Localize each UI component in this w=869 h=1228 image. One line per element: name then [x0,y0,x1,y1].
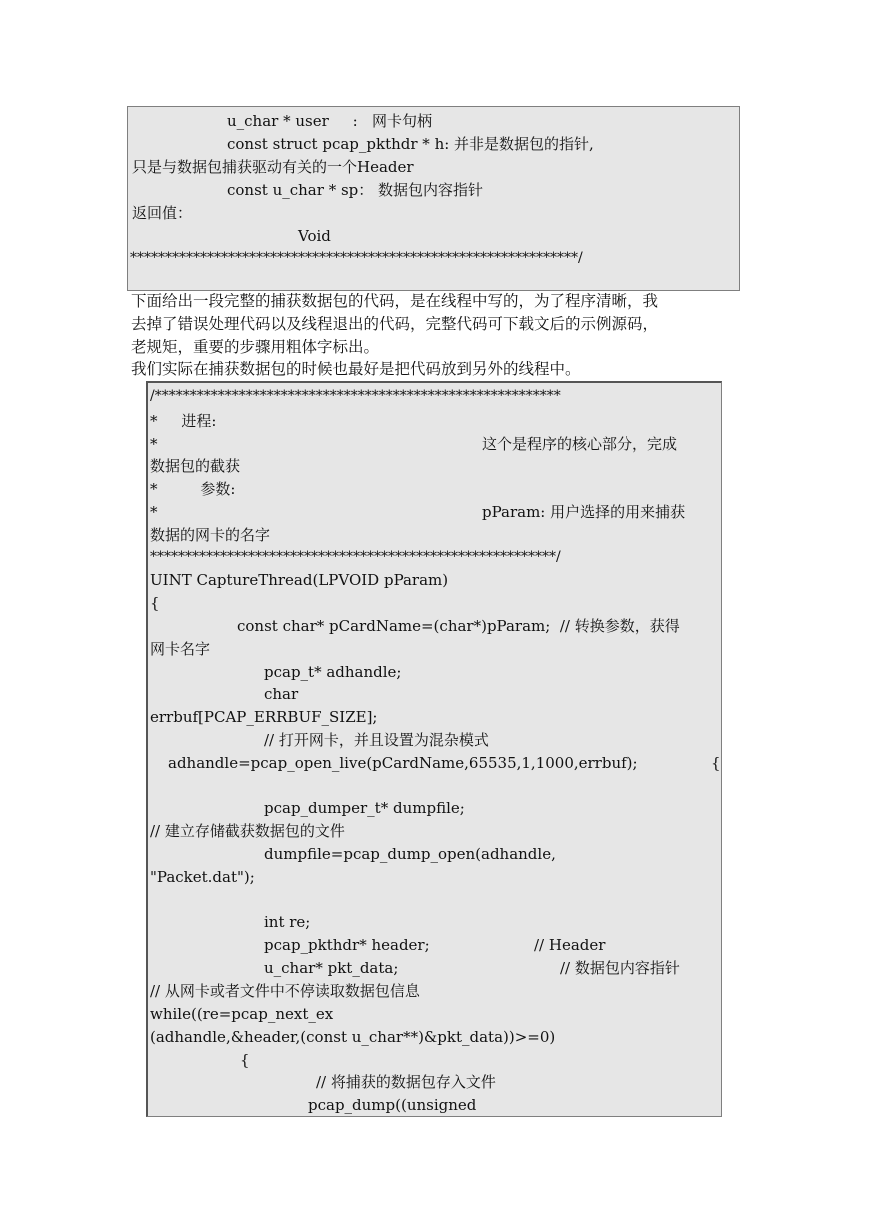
code-line: const u_char * sp： 数据包内容指针 [227,181,484,199]
code-line: UINT CaptureThread(LPVOID pParam) [150,571,449,589]
code-line: ****************************************************************/ [130,250,583,266]
code-line: u_char * user : 网卡句柄 [227,112,432,130]
code-line: while((re=pcap_next_ex [150,1005,334,1023]
code-block-main [146,381,722,1117]
code-line: // 将捕获的数据包存入文件 [316,1073,496,1091]
code-line: * [150,435,158,453]
code-line: errbuf[PCAP_ERRBUF_SIZE]; [150,708,378,726]
code-line: { [711,754,721,772]
code-line: // 建立存储截获数据包的文件 [150,822,345,840]
code-block-top [127,106,740,291]
code-line: // 数据包内容指针 [560,959,680,977]
code-line: { [150,594,160,612]
code-line: 返回值： [132,204,193,222]
code-line: **********************************************************/ [150,549,561,565]
code-line: 网卡名字 [150,640,211,658]
code-line: "Packet.dat"); [150,868,255,886]
code-line: (adhandle,&header,(const u_char**)&pkt_data))>=0) [150,1028,556,1046]
code-line: Void [298,227,331,245]
code-line: dumpfile=pcap_dump_open(adhandle, [264,845,556,863]
code-line: 只是与数据包捕获驱动有关的一个Header [132,158,414,176]
code-line: pcap_dump((unsigned [308,1096,477,1114]
code-line: 这个是程序的核心部分，完成 [482,435,678,453]
code-line: char [264,685,299,703]
code-line: const char* pCardName=(char*)pParam; // 转换参数，获得 [237,617,680,635]
code-line: int re; [264,913,311,931]
code-line: pcap_dumper_t* dumpfile; [264,799,465,817]
code-line: 数据包的截获 [150,457,241,475]
paragraph-line: 我们实际在捕获数据包的时候也最好是把代码放到另外的线程中。 [131,360,581,378]
code-line: adhandle=pcap_open_live(pCardName,65535,1,1000,errbuf); [168,754,638,772]
paragraph-line: 老规矩，重要的步骤用粗体字标出。 [131,338,380,356]
code-line: // 从网卡或者文件中不停读取数据包信息 [150,982,420,1000]
code-line: 数据的网卡的名字 [150,526,271,544]
paragraph-line: 下面给出一段完整的捕获数据包的代码，是在线程中写的，为了程序清晰，我 [131,292,659,310]
code-line: pcap_t* adhandle; [264,663,402,681]
code-line: pcap_pkthdr* header; [264,936,430,954]
code-line: // 打开网卡，并且设置为混杂模式 [264,731,489,749]
code-line: // Header [534,936,606,954]
code-line: /********************************************************** [150,388,561,404]
code-line: u_char* pkt_data; [264,959,399,977]
code-line: { [240,1051,250,1069]
code-line: pParam: 用户选择的用来捕获 [482,503,686,521]
code-line: const struct pcap_pkthdr * h: 并非是数据包的指针, [227,135,594,153]
paragraph-line: 去掉了错误处理代码以及线程退出的代码，完整代码可下载文后的示例源码， [131,315,659,333]
code-line: * [150,503,158,521]
code-line: * 进程: [150,412,217,430]
code-line: * 参数: [150,480,236,498]
